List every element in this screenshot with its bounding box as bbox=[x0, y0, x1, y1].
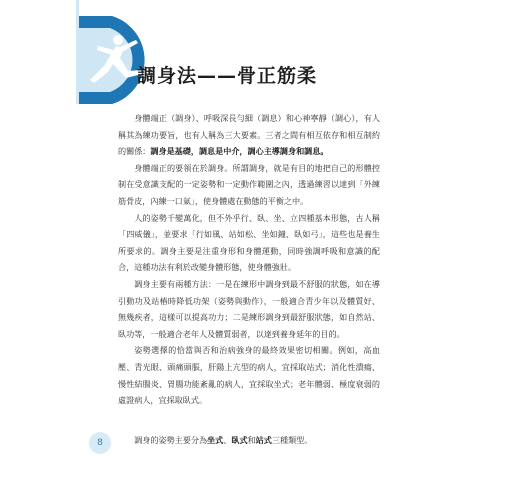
vertical-rule bbox=[76, 0, 79, 104]
summary-term-lying: 臥式 bbox=[231, 435, 248, 445]
summary-line bbox=[118, 433, 380, 447]
paragraph-text: 身體端正（調身）、呼吸深長勻細（調息）和心神寧靜（調心），有人稱其為練功要旨，也有人稱為三大要素。三者之間有相互依存和相互制約的關係： bbox=[118, 113, 380, 157]
paragraph-text: 姿勢選擇的恰當與否和治病強身的最終效果密切相關。例如，高血壓、青光眼、頭痛頭脹，肝陽上亢型的病人，宜採取站式；消化性潰瘍、慢性結腸炎、胃腸功能紊亂的病人，宜採取坐式；老年體弱、極度衰弱的虛證病人，宜採取臥式。 bbox=[118, 345, 380, 406]
summary-separator: 、 bbox=[223, 435, 232, 445]
page-number: 8 bbox=[97, 438, 103, 448]
summary-separator: 和 bbox=[247, 435, 256, 445]
page-number-badge bbox=[89, 432, 111, 454]
summary-after: 三種類型。 bbox=[271, 435, 313, 445]
paragraph-text: 人的姿勢千變萬化，但不外乎行、臥、坐、立四種基本形態，古人稱「四威儀」，並要求「行如風、站如松、坐如鐘、臥如弓」，這些也是養生所要求的。調身主要是注重身形和身體運動，同時強調呼吸和意識的配合，這種功法有利於改變身體形態，使身體強壯。 bbox=[118, 212, 380, 273]
paragraph-text: 身體端正的要領在於調身。所謂調身，就是有目的地把自己的形體控制在受意識支配的一定姿勢和一定動作範圍之內，透過練習以達到「外練筋骨皮，內練一口氣」，使身體處在動態的平衡之中。 bbox=[118, 162, 380, 206]
paragraph bbox=[118, 160, 380, 210]
summary-term-standing: 站式 bbox=[255, 435, 272, 445]
body-text bbox=[118, 110, 380, 409]
paragraph bbox=[118, 342, 380, 408]
summary-term-sitting: 坐式 bbox=[207, 435, 224, 445]
header-decoration bbox=[0, 0, 160, 110]
paragraph-text: 調身主要有兩種方法：一是在練形中調身到最不舒服的狀態，如在導引動功及站樁時降低功架（姿勢與動作），一般適合青少年以及體質好、無幾疾者，這樣可以提高功力；二是練形調身到最舒服狀態，如自然站、臥功等，一般適合老年人及體質弱者，以達到養身延年的目的。 bbox=[118, 278, 380, 339]
emphasis-text: 調身是基礎，調息是中介，調心主導調身和調息。 bbox=[150, 146, 329, 157]
paragraph bbox=[118, 210, 380, 276]
page-title: 調身法——骨正筋柔 bbox=[137, 65, 318, 87]
summary-before: 調身的姿勢主要分為 bbox=[134, 435, 208, 445]
paragraph bbox=[118, 110, 380, 160]
paragraph bbox=[118, 276, 380, 342]
